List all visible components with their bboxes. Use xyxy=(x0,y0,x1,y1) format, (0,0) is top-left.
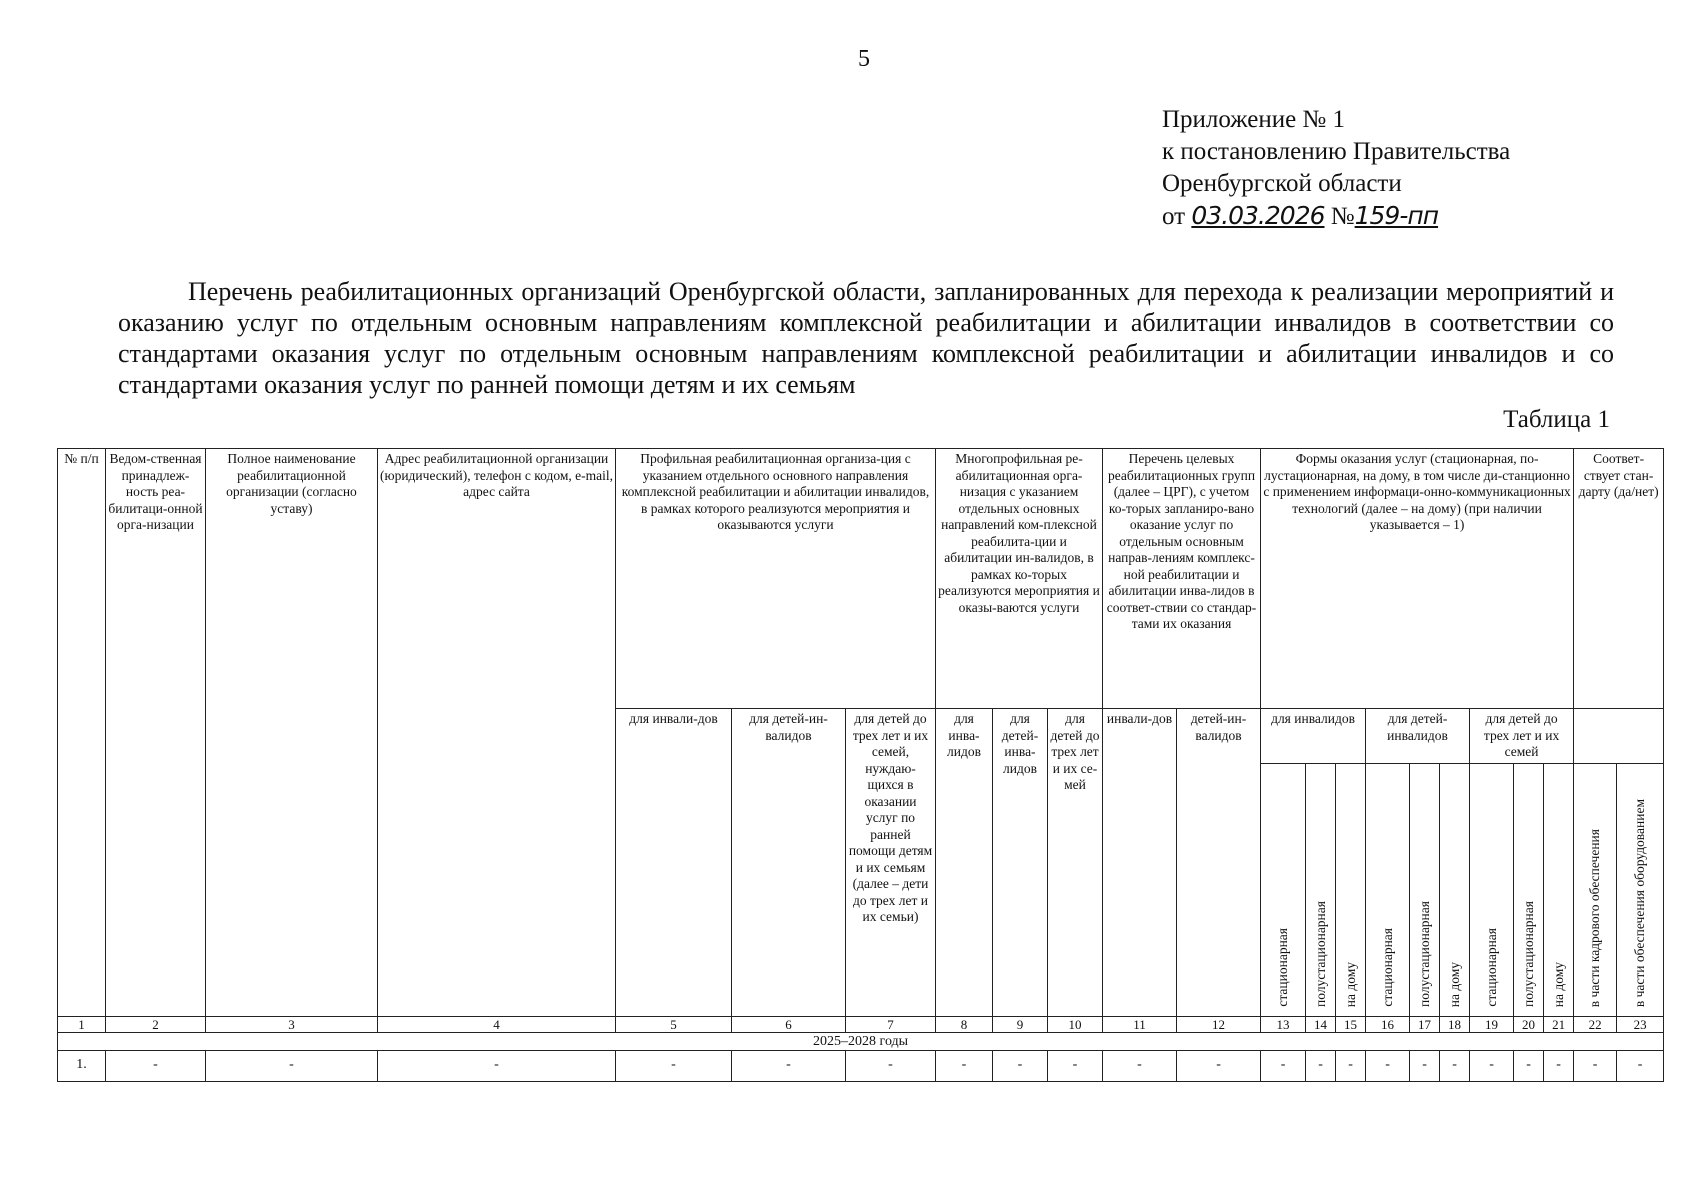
table-cell: 1. xyxy=(58,1050,106,1081)
header-semi-3: полустационарная xyxy=(1514,763,1544,1016)
column-number: 6 xyxy=(732,1016,846,1032)
table-cell: - xyxy=(846,1050,936,1081)
header-semi-1: полустационарная xyxy=(1306,763,1336,1016)
header-profile-children: для детей-ин-валидов xyxy=(732,709,846,1017)
header-stationary-2: стационарная xyxy=(1366,763,1410,1016)
table-cell: - xyxy=(106,1050,206,1081)
column-number: 4 xyxy=(378,1016,616,1032)
header-forms-under3: для детей до трех лет и их семей xyxy=(1470,709,1574,764)
table-cell: - xyxy=(1177,1050,1261,1081)
header-equipment: в части обеспечения оборудованием xyxy=(1617,763,1664,1016)
header-address: Адрес реабилитационной организации (юридический), телефон с кодом, e-mail, адрес сайта xyxy=(378,449,616,1017)
period-row xyxy=(58,1032,1664,1050)
column-number: 19 xyxy=(1470,1016,1514,1032)
page-number: 5 xyxy=(858,46,870,72)
date-prefix: от xyxy=(1162,203,1186,230)
appendix-line4 xyxy=(1162,200,1510,233)
header-home-2: на дому xyxy=(1440,763,1470,1016)
column-number: 15 xyxy=(1336,1016,1366,1032)
column-number: 13 xyxy=(1261,1016,1306,1032)
header-multi-children: для детей-инва-лидов xyxy=(993,709,1048,1017)
header-multi-under3: для детей до трех лет и их се-мей xyxy=(1048,709,1103,1017)
column-number: 16 xyxy=(1366,1016,1410,1032)
header-row-1 xyxy=(58,449,1664,709)
header-service-forms: Формы оказания услуг (стационарная, по-лустационарная, на дому, в том числе ди-станционно с применением информаци-онно-коммуникационных технологий (далее – на дому) (при наличии указывается – 1) xyxy=(1261,449,1574,709)
table-cell: - xyxy=(1574,1050,1617,1081)
header-profile-under3: для детей до трех лет и их семей, нуждаю-щихся в оказании услуг по ранней помощи детям и их семьям (далее – дети до трех лет и их семьи) xyxy=(846,709,936,1017)
header-stationary-3: стационарная xyxy=(1470,763,1514,1016)
column-number: 20 xyxy=(1514,1016,1544,1032)
header-target-disabled: инвали-дов xyxy=(1103,709,1177,1017)
column-number: 14 xyxy=(1306,1016,1336,1032)
column-number: 10 xyxy=(1048,1016,1103,1032)
table-cell: - xyxy=(1617,1050,1664,1081)
header-semi-2: полустационарная xyxy=(1410,763,1440,1016)
column-number: 2 xyxy=(106,1016,206,1032)
table-cell: - xyxy=(1103,1050,1177,1081)
column-number: 11 xyxy=(1103,1016,1177,1032)
table-cell: - xyxy=(1306,1050,1336,1081)
column-numbers-row xyxy=(58,1016,1664,1032)
column-number: 17 xyxy=(1410,1016,1440,1032)
table-cell: - xyxy=(1440,1050,1470,1081)
header-complies-blank xyxy=(1574,709,1664,764)
column-number: 1 xyxy=(58,1016,106,1032)
appendix-line1: Приложение № 1 xyxy=(1162,106,1346,133)
header-profile-disabled: для инвали-дов xyxy=(616,709,732,1017)
header-profile-org: Профильная реабилитационная организа-ция с указанием отдельного основного направления комплексной реабилитации и абилитации инвалидов, в рамках которого реализуются мероприятия и оказываются услуги xyxy=(616,449,936,709)
header-num: № п/п xyxy=(58,449,106,1017)
appendix-line3: Оренбургской области xyxy=(1162,170,1402,197)
table-cell: - xyxy=(1544,1050,1574,1081)
table-cell: - xyxy=(1410,1050,1440,1081)
appendix-line2: к постановлению Правительства xyxy=(1162,138,1511,165)
column-number: 5 xyxy=(616,1016,732,1032)
header-full-name: Полное наименование реабилитационной организации (согласно уставу) xyxy=(206,449,378,1017)
handwritten-number: 159-пп xyxy=(1354,201,1439,230)
column-number: 12 xyxy=(1177,1016,1261,1032)
table-cell: - xyxy=(1261,1050,1306,1081)
table-cell: - xyxy=(1514,1050,1544,1081)
table-cell: - xyxy=(732,1050,846,1081)
table-cell: - xyxy=(206,1050,378,1081)
header-staffing: в части кадрового обеспечения xyxy=(1574,763,1617,1016)
column-number: 3 xyxy=(206,1016,378,1032)
header-multi-disabled: для инва-лидов xyxy=(936,709,993,1017)
table-row xyxy=(58,1050,1664,1081)
header-home-3: на дому xyxy=(1544,763,1574,1016)
header-forms-children: для детей-инвалидов xyxy=(1366,709,1470,764)
table-cell: - xyxy=(936,1050,993,1081)
organizations-table xyxy=(57,448,1664,1082)
header-forms-disabled: для инвалидов xyxy=(1261,709,1366,764)
column-number: 21 xyxy=(1544,1016,1574,1032)
table-cell: - xyxy=(1470,1050,1514,1081)
header-target-children: детей-ин-валидов xyxy=(1177,709,1261,1017)
column-number: 23 xyxy=(1617,1016,1664,1032)
handwritten-date: 03.03.2026 xyxy=(1191,201,1325,230)
header-home-1: на дому xyxy=(1336,763,1366,1016)
table-cell: - xyxy=(1366,1050,1410,1081)
number-sign: № xyxy=(1330,203,1355,230)
header-multi-org: Многопрофильная ре-абилитационная орга-низация с указанием отдельных основных направлений ком-плексной реабилита-ции и абилитации ин-валидов, в рамках ко-торых реализуются мероприятия и оказы-ваются услуги xyxy=(936,449,1103,709)
table-cell: - xyxy=(993,1050,1048,1081)
column-number: 9 xyxy=(993,1016,1048,1032)
period-label: 2025–2028 годы xyxy=(58,1032,1664,1050)
column-number: 18 xyxy=(1440,1016,1470,1032)
table-cell: - xyxy=(1336,1050,1366,1081)
header-stationary-1: стационарная xyxy=(1261,763,1306,1016)
document-title: Перечень реабилитационных организаций Оренбургской области, запланированных для перехода к реализации мероприятий и оказанию услуг по отдельным основным направлениям комплексной реабилитации и абилитации инвалидов в соответствии со стандартами оказания услуг по отдельным основным направлениям комплексной реабилитации и абилитации инвалидов и со стандартами оказания услуг по ранней помощи детям и их семьям xyxy=(118,277,1614,399)
appendix-header xyxy=(1162,104,1510,233)
column-number: 8 xyxy=(936,1016,993,1032)
table-cell: - xyxy=(616,1050,732,1081)
table-label: Таблица 1 xyxy=(1503,406,1610,433)
header-affiliation: Ведом-ственная принадлеж-ность реа-билитаци-онной орга-низации xyxy=(106,449,206,1017)
table-cell: - xyxy=(1048,1050,1103,1081)
header-complies: Соответ-ствует стан-дарту (да/нет) xyxy=(1574,449,1664,709)
table-cell: - xyxy=(378,1050,616,1081)
column-number: 7 xyxy=(846,1016,936,1032)
column-number: 22 xyxy=(1574,1016,1617,1032)
header-target-groups: Перечень целевых реабилитационных групп (далее – ЦРГ), с учетом ко-торых запланиро-вано оказание услуг по отдельным основным направ-лениям комплекс-ной реабилитации и абилитации инва-лидов в соответ-ствии со стандар-тами их оказания xyxy=(1103,449,1261,709)
